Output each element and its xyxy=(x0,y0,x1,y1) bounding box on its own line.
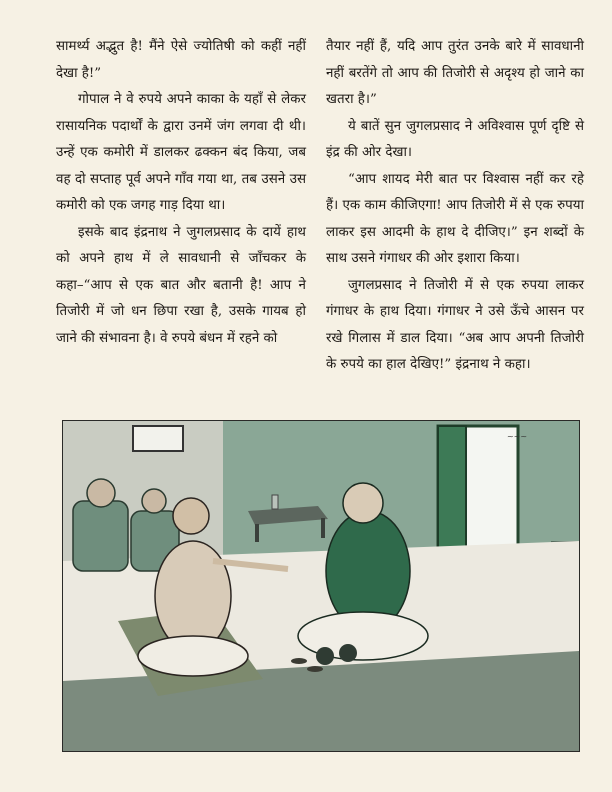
paragraph: इसके बाद इंद्रनाथ ने जुगलप्रसाद के दायें हाथ को अपने हाथ में ले सावधानी से जाँचकर के कहा–“आप से एक बात और बतानी है! आप ने तिजोरी में जो धन छिपा रखा है, उसके गायब हो जाने की संभावना है। वे रुपये बंधन में रहने को xyxy=(56,224,306,346)
svg-text:~~~: ~~~ xyxy=(507,432,528,441)
paragraph: ये बातें सुन जुगलप्रसाद ने अविश्वास पूर्ण दृष्टि से इंद्र की ओर देखा। xyxy=(326,118,584,160)
left-text-column xyxy=(56,34,306,352)
illustration-scene xyxy=(63,421,579,751)
paragraph: तैयार नहीं हैं, यदि आप तुरंत उनके बारे में सावधानी नहीं बरतेंगे तो आप की तिजोरी से अदृश्य हो जाने का खतरा है।” xyxy=(326,39,584,107)
right-text-column xyxy=(326,34,584,379)
paragraph: गोपाल ने वे रुपये अपने काका के यहाँ से लेकर रासायनिक पदार्थों के द्वारा उनमें जंग लगवा दी थी। उन्हें एक कमोरी में डालकर ढक्कन बंद किया, जब वह दो सप्ताह पूर्व अपने गाँव गया था, तब उसने उस कमोरी को एक जगह गाड़ दिया था। xyxy=(56,92,306,213)
story-illustration xyxy=(62,420,580,752)
paragraph: सामर्थ्य अद्भुत है! मैंने ऐसे ज्योतिषी को कहीं नहीं देखा है!” xyxy=(56,39,306,81)
paragraph: जुगलप्रसाद ने तिजोरी में से एक रुपया लाकर गंगाधर के हाथ दिया। गंगाधर ने उसे ऊँचे आसन पर रखे गिलास में डाल दिया। “अब आप अपनी तिजोरी के रुपये का हाल देखिए!” इंद्रनाथ ने कहा। xyxy=(326,277,584,372)
paragraph: “आप शायद मेरी बात पर विश्वास नहीं कर रहे हैं। एक काम कीजिएगा! आप तिजोरी में से एक रुपया लाकर इस आदमी के हाथ दे दीजिए।” इन शब्दों के साथ उसने गंगाधर की ओर इशारा किया। xyxy=(326,171,584,266)
